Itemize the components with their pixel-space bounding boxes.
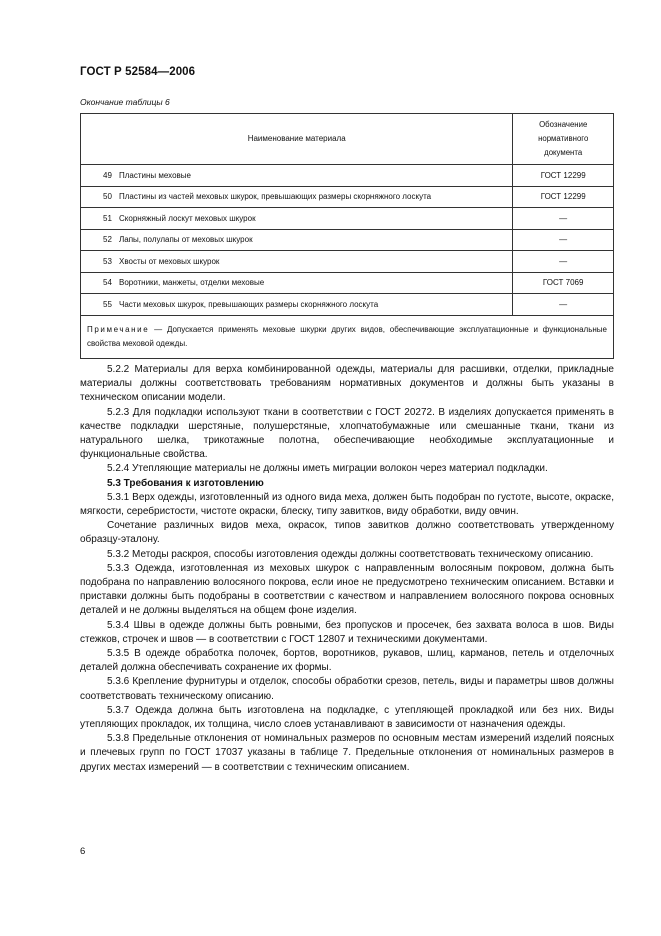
material-name: Воротники, манжеты, отделки меховые — [119, 278, 265, 288]
material-name-cell — [81, 229, 513, 251]
materials-table — [80, 113, 614, 359]
document-header: ГОСТ Р 52584—2006 — [80, 66, 196, 78]
column-header-document-line: документа — [544, 148, 583, 157]
column-header-document — [513, 114, 614, 165]
note-text: — Допускается применять меховые шкурки других видов, обеспечивающие эксплуатационные и функциональные свойства меховой одежды. — [87, 324, 607, 348]
paragraph: 5.2.3 Для подкладки используют ткани в соответствии с ГОСТ 20272. В изделиях допускается применять в качестве подкладки шерстяные, полушерстяные, хлопчатобумажные или смешанные ткани, ткани из натурального шелка, трикотажные полотна, обеспечивающие необходимые эксплуатационные и функциональные свойства. — [80, 406, 614, 461]
material-name-cell — [81, 272, 513, 294]
column-header-document-line: Обозначение — [539, 120, 588, 129]
row-number: 50 — [103, 192, 112, 202]
row-number: 53 — [103, 256, 112, 266]
row-number: 51 — [103, 213, 112, 223]
material-name-cell — [81, 251, 513, 273]
paragraph: 5.3.2 Методы раскроя, способы изготовления одежды должны соответствовать техническому описанию. — [107, 548, 594, 560]
material-name: Лапы, полулапы от меховых шкурок — [119, 235, 253, 245]
document-cell: — — [513, 229, 614, 251]
material-name: Части меховых шкурок, превышающих размеры скорняжного лоскута — [119, 299, 379, 309]
material-name: Скорняжный лоскут меховых шкурок — [119, 213, 256, 223]
paragraph: 5.3.8 Предельные отклонения от номинальных размеров по основным местам измерений изделий поясных и плечевых групп по ГОСТ 17037 указаны в таблице 7. Предельные отклонения от номинальных размеров в других местах измерений — в соответствии с техническим описанием. — [80, 733, 614, 773]
table-row — [81, 294, 614, 316]
table-row — [81, 251, 614, 273]
table-caption: Окончание таблицы 6 — [80, 97, 170, 107]
material-name: Пластины из частей меховых шкурок, превышающих размеры скорняжного лоскута — [119, 192, 432, 202]
paragraph: 5.3.4 Швы в одежде должны быть ровными, без пропусков и просечек, без захвата волоса в шов. Виды стежков, строчек и швов — в соответствии с ГОСТ 12807 и техническими документами. — [80, 619, 614, 645]
column-header-document-line: нормативного — [538, 134, 589, 143]
paragraph: 5.3.3 Одежда, изготовленная из меховых шкурок с направленным волосяным покровом, должна быть подобрана по направлению волосяного покрова, если иное не предусмотрено техническим описанием. Вставки и приставки должны быть подобраны в соответствии с качеством и направлением волосяного покрова основных деталей и не должны выделяться на общем фоне изделия. — [80, 562, 614, 617]
paragraph: 5.3.1 Верх одежды, изготовленный из одного вида меха, должен быть подобран по густоте, высоте, окраске, мягкости, серебристости, чистоте окраски, блеску, типу завитков, виду обработки, виду овчин. — [80, 491, 614, 518]
document-cell: — — [513, 294, 614, 316]
row-number: 55 — [103, 299, 112, 309]
material-name: Хвосты от меховых шкурок — [119, 256, 220, 266]
paragraph: 5.2.4 Утепляющие материалы не должны иметь миграции волокон через материал подкладки. — [107, 463, 548, 475]
paragraph: 5.3.7 Одежда должна быть изготовлена на подкладке, с утепляющей прокладкой или без них. Виды утепляющих прокладок, их толщина, число слоев устанавливают в зависимости от назначения одежды. — [80, 704, 614, 731]
table-row — [81, 165, 614, 187]
paragraph: 5.2.2 Материалы для верха комбинированной одежды, материалы для расшивки, отделки, прикладные материалы должны соответствовать требованиям нормативных документов и должны быть указаны в техническом описании модели. — [80, 364, 614, 404]
document-cell: ГОСТ 12299 — [513, 165, 614, 187]
material-name-cell — [81, 165, 513, 187]
note-label: Примечание — [87, 324, 150, 334]
paragraph: 5.3.5 В одежде обработка полочек, бортов, воротников, рукавов, шлиц, карманов, петель и отделочных деталей должна обеспечивать сохранение их формы. — [80, 648, 614, 674]
column-header-name: Наименование материала — [81, 114, 513, 165]
material-name-cell — [81, 294, 513, 316]
paragraph: 5.3.6 Крепление фурнитуры и отделок, способы обработки срезов, петель, виды и параметры швов должны соответствовать техническому описанию. — [80, 676, 614, 702]
page-number: 6 — [80, 846, 86, 857]
table-note — [81, 315, 614, 358]
document-cell: — — [513, 251, 614, 273]
document-cell: — — [513, 208, 614, 230]
row-number: 54 — [103, 278, 112, 288]
table-row — [81, 208, 614, 230]
row-number: 49 — [103, 170, 112, 180]
section-heading: 5.3 Требования к изготовлению — [107, 477, 264, 489]
paragraph: Сочетание различных видов меха, окрасок, типов завитков должно соответствовать утвержденному образцу-эталону. — [80, 520, 614, 546]
body-text — [80, 363, 614, 775]
table-row — [81, 229, 614, 251]
row-number: 52 — [103, 235, 112, 245]
material-name-cell — [81, 186, 513, 208]
table-row — [81, 186, 614, 208]
material-name: Пластины меховые — [119, 170, 191, 180]
table-row — [81, 272, 614, 294]
document-cell: ГОСТ 12299 — [513, 186, 614, 208]
document-cell: ГОСТ 7069 — [513, 272, 614, 294]
material-name-cell — [81, 208, 513, 230]
